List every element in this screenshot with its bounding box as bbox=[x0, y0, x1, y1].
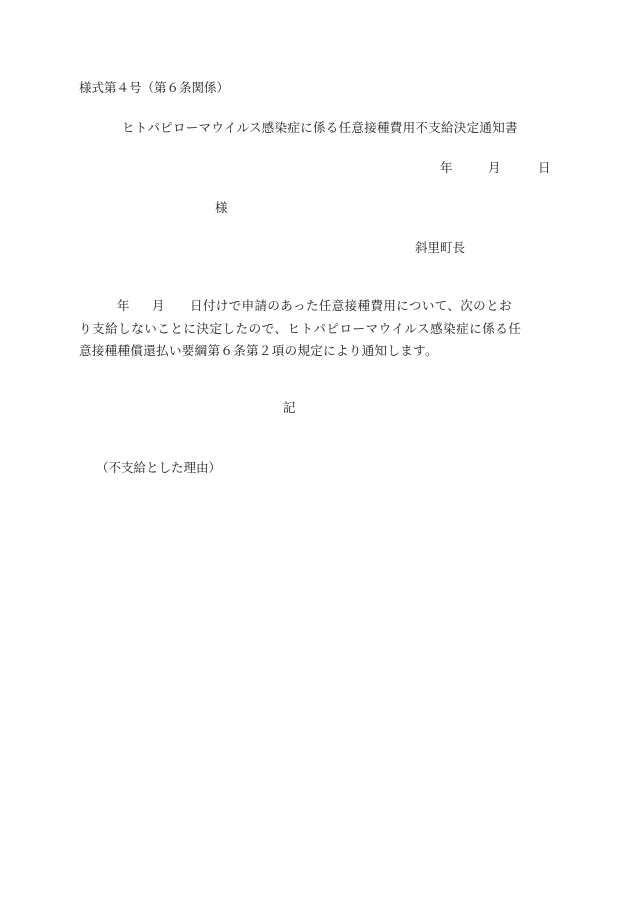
date-month-label: 月 bbox=[488, 160, 501, 175]
date-day-label: 日 bbox=[538, 160, 551, 175]
form-number: 様式第４号（第６条関係） bbox=[79, 80, 230, 95]
body-month-label: 月 bbox=[152, 298, 165, 313]
date-year-label: 年 bbox=[440, 160, 453, 175]
document-title: ヒトパピローマウイルス感染症に係る任意接種費用不支給決定通知書 bbox=[122, 120, 518, 135]
body-line-3: 意接種種償還払い要綱第６条第２項の規定により通知します。 bbox=[79, 343, 438, 358]
ki-heading: 記 bbox=[283, 400, 296, 415]
reason-label: （不支給とした理由） bbox=[96, 460, 222, 475]
addressee-suffix: 様 bbox=[215, 200, 228, 215]
body-line-1: 日付けで申請のあった任意接種費用について、次のとお bbox=[190, 298, 512, 313]
body-year-label: 年 bbox=[117, 298, 130, 313]
body-line-2: り支給しないことに決定したので、ヒトパピローマウイルス感染症に係る任 bbox=[79, 321, 522, 336]
issuer-name: 斜里町長 bbox=[415, 240, 466, 255]
